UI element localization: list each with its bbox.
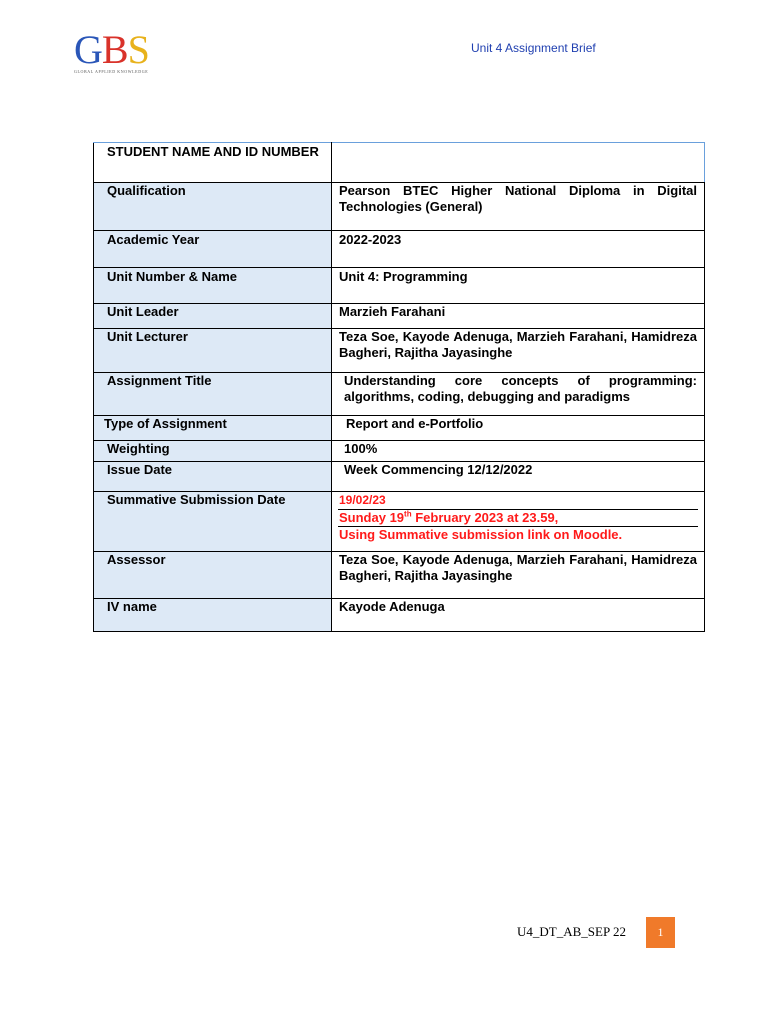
label-cell bbox=[94, 183, 332, 231]
table-row bbox=[94, 416, 705, 441]
label-cell bbox=[94, 416, 332, 441]
issue-date-value: Week Commencing 12/12/2022 bbox=[344, 462, 533, 477]
label-cell bbox=[94, 373, 332, 416]
assessor-value: Teza Soe, Kayode Adenuga, Marzieh Farahani, Hamidreza Bagheri, Rajitha Jayasinghe bbox=[339, 552, 697, 583]
submission-deadline-day: Sunday 19 bbox=[339, 510, 405, 525]
weighting-label: Weighting bbox=[107, 441, 170, 456]
value-cell bbox=[332, 268, 705, 304]
table-row bbox=[94, 329, 705, 373]
value-cell bbox=[332, 304, 705, 329]
label-cell bbox=[94, 552, 332, 599]
assignment-title-value: Understanding core concepts of programming: algorithms, coding, debugging and paradigms bbox=[344, 373, 697, 404]
academic-year-value: 2022-2023 bbox=[339, 232, 402, 247]
label-cell bbox=[94, 268, 332, 304]
academic-year-label: Academic Year bbox=[107, 232, 200, 247]
logo-letter-g: G bbox=[74, 27, 102, 72]
gbs-logo bbox=[74, 27, 166, 78]
assignment-type-label: Type of Assignment bbox=[104, 416, 227, 431]
logo-tagline: GLOBAL APPLIED KNOWLEDGE bbox=[74, 69, 149, 74]
iv-name-label: IV name bbox=[107, 599, 157, 614]
submission-deadline-line bbox=[338, 509, 698, 526]
label-cell bbox=[94, 231, 332, 268]
submission-deadline-rest: February 2023 at 23.59, bbox=[411, 510, 559, 525]
table-row bbox=[94, 231, 705, 268]
label-cell bbox=[94, 304, 332, 329]
table-row bbox=[94, 183, 705, 231]
submission-date-label: Summative Submission Date bbox=[107, 492, 286, 507]
table-row bbox=[94, 441, 705, 462]
label-cell bbox=[94, 329, 332, 373]
logo-letter-s: S bbox=[127, 27, 149, 72]
unit-leader-label: Unit Leader bbox=[107, 304, 179, 319]
table-row bbox=[94, 268, 705, 304]
qualification-value: Pearson BTEC Higher National Diploma in Digital Technologies (General) bbox=[339, 183, 697, 214]
student-value-cell bbox=[332, 143, 705, 183]
unit-leader-value: Marzieh Farahani bbox=[339, 304, 446, 319]
value-cell bbox=[332, 373, 705, 416]
table-row bbox=[94, 304, 705, 329]
label-cell bbox=[94, 441, 332, 462]
submission-date-value: 19/02/23 bbox=[339, 493, 386, 507]
table-row bbox=[94, 599, 705, 632]
unit-lecturer-label: Unit Lecturer bbox=[107, 329, 188, 344]
table-row bbox=[94, 373, 705, 416]
student-label: STUDENT NAME AND ID NUMBER bbox=[107, 144, 319, 159]
table-row bbox=[94, 552, 705, 599]
value-cell bbox=[332, 416, 705, 441]
iv-name-value: Kayode Adenuga bbox=[339, 599, 445, 614]
qualification-label: Qualification bbox=[107, 183, 186, 198]
value-cell bbox=[332, 462, 705, 492]
unit-label: Unit Number & Name bbox=[107, 269, 238, 284]
table-row bbox=[94, 462, 705, 492]
submission-deadline-ordinal: th bbox=[404, 509, 412, 519]
unit-lecturer-value: Teza Soe, Kayode Adenuga, Marzieh Farahani, Hamidreza Bagheri, Rajitha Jayasinghe bbox=[339, 329, 697, 360]
assignment-title-label: Assignment Title bbox=[107, 373, 212, 388]
value-cell bbox=[332, 231, 705, 268]
page-header-title: Unit 4 Assignment Brief bbox=[471, 41, 596, 55]
logo-letter-b: B bbox=[101, 27, 128, 72]
value-cell bbox=[332, 599, 705, 632]
table-row bbox=[94, 143, 705, 183]
value-cell bbox=[332, 329, 705, 373]
table-row bbox=[94, 492, 705, 552]
value-cell bbox=[332, 183, 705, 231]
label-cell bbox=[94, 462, 332, 492]
submission-link-note: Using Summative submission link on Moodle. bbox=[338, 526, 698, 543]
label-cell bbox=[94, 599, 332, 632]
assessor-label: Assessor bbox=[107, 552, 166, 567]
value-cell bbox=[332, 441, 705, 462]
assignment-type-value: Report and e-Portfolio bbox=[346, 416, 484, 431]
value-cell bbox=[332, 492, 705, 552]
label-cell bbox=[94, 143, 332, 183]
value-cell bbox=[332, 552, 705, 599]
page-number-badge bbox=[646, 917, 675, 948]
footer-doc-code: U4_DT_AB_SEP 22 bbox=[517, 924, 626, 939]
issue-date-label: Issue Date bbox=[107, 462, 173, 477]
assignment-brief-table bbox=[93, 142, 705, 632]
unit-value: Unit 4: Programming bbox=[339, 269, 468, 284]
label-cell bbox=[94, 492, 332, 552]
page-number: 1 bbox=[657, 925, 664, 939]
weighting-value: 100% bbox=[344, 441, 378, 456]
